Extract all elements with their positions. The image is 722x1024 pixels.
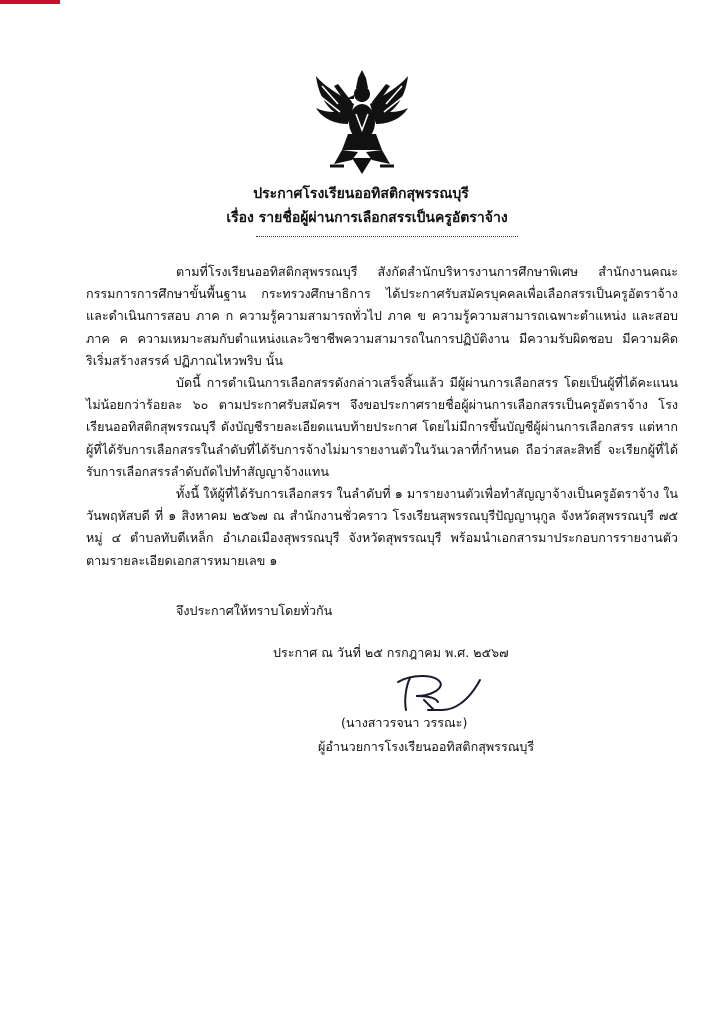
body-paragraph-1: ตามที่โรงเรียนออทิสติกสุพรรณบุรี สังกัดสำนักบริหารงานการศึกษาพิเศษ สำนักงานคณะกรรมการการศึกษาขั้นพื้นฐาน กระทรวงศึกษาธิการ ได้ประกาศรับสมัครบุคคลเพื่อเลือกสรรเป็นครูอัตราจ้าง และดำเนินการสอบ ภาค ก ความรู้ความสามารถทั่วไป ภาค ข ความรู้ความสามารถเฉพาะตำแหน่ง และสอบภาค ค ความเหมาะสมกับตำแหน่งและวิชาชีพความสามารถในการปฏิบัติงาน มีความรับผิดชอบ มีความคิดริเริ่มสร้างสรรค์ ปฏิภาณไหวพริบ นั้น	[86, 264, 678, 368]
body-paragraph-3: ทั้งนี้ ให้ผู้ที่ได้รับการเลือกสรร ในลำดับที่ ๑ มารายงานตัวเพื่อทำสัญญาจ้างเป็นครูอัตราจ้าง ในวันพฤหัสบดี ที่ ๑ สิงหาคม ๒๕๖๗ ณ สำนักงานชั่วคราว โรงเรียนสุพรรณบุรีปัญญานุกูล จังหวัดสุพรรณบุรี ๗๕ หมู่ ๔ ตำบลทับตีเหล็ก อำเภอเมืองสุพรรณบุรี จังหวัดสุพรรณบุรี พร้อมนำเอกสารมาประกอบการรายงานตัว ตามรายละเอียดเอกสารหมายเลข ๑	[86, 486, 678, 568]
announcement-subject: เรื่อง รายชื่อผู้ผ่านการเลือกสรรเป็นครูอัตราจ้าง	[226, 210, 508, 226]
garuda-emblem-icon	[312, 68, 412, 176]
handwritten-signature	[376, 672, 486, 714]
announcement-date: ประกาศ ณ วันที่ ๒๕ กรกฎาคม พ.ศ. ๒๕๖๗	[273, 645, 509, 660]
signer-name: (นางสาวรจนา วรรณะ)	[341, 715, 468, 730]
announcement-body	[86, 261, 678, 572]
corner-mark	[0, 0, 60, 4]
announcement-header	[0, 182, 722, 230]
dotted-divider	[256, 236, 518, 237]
body-paragraph-2: บัดนี้ การดำเนินการเลือกสรรดังกล่าวเสร็จสิ้นแล้ว มีผู้ผ่านการเลือกสรร โดยเป็นผู้ที่ได้คะแนนไม่น้อยกว่าร้อยละ ๖๐ ตามประกาศรับสมัครฯ จึงขอประกาศรายชื่อผู้ผ่านการเลือกสรรเป็นครูอัตราจ้าง โรงเรียนออทิสติกสุพรรณบุรี ดังบัญชีรายละเอียดแนบท้ายประกาศ โดยไม่มีการขึ้นบัญชีผู้ผ่านการเลือกสรร แต่หากผู้ที่ได้รับการเลือกสรรในลำดับที่ได้รับการจ้างไม่มารายงานตัวในวันเวลาที่กำหนด ถือว่าสละสิทธิ์ จะเรียกผู้ที่ได้รับการเลือกสรรลำดับถัดไปทำสัญญาจ้างแทน	[86, 375, 678, 479]
signer-position: ผู้อำนวยการโรงเรียนออทิสติกสุพรรณบุรี	[318, 739, 535, 754]
closing-statement: จึงประกาศให้ทราบโดยทั่วกัน	[176, 603, 333, 618]
announcement-title: ประกาศโรงเรียนออทิสติกสุพรรณบุรี	[253, 186, 469, 202]
